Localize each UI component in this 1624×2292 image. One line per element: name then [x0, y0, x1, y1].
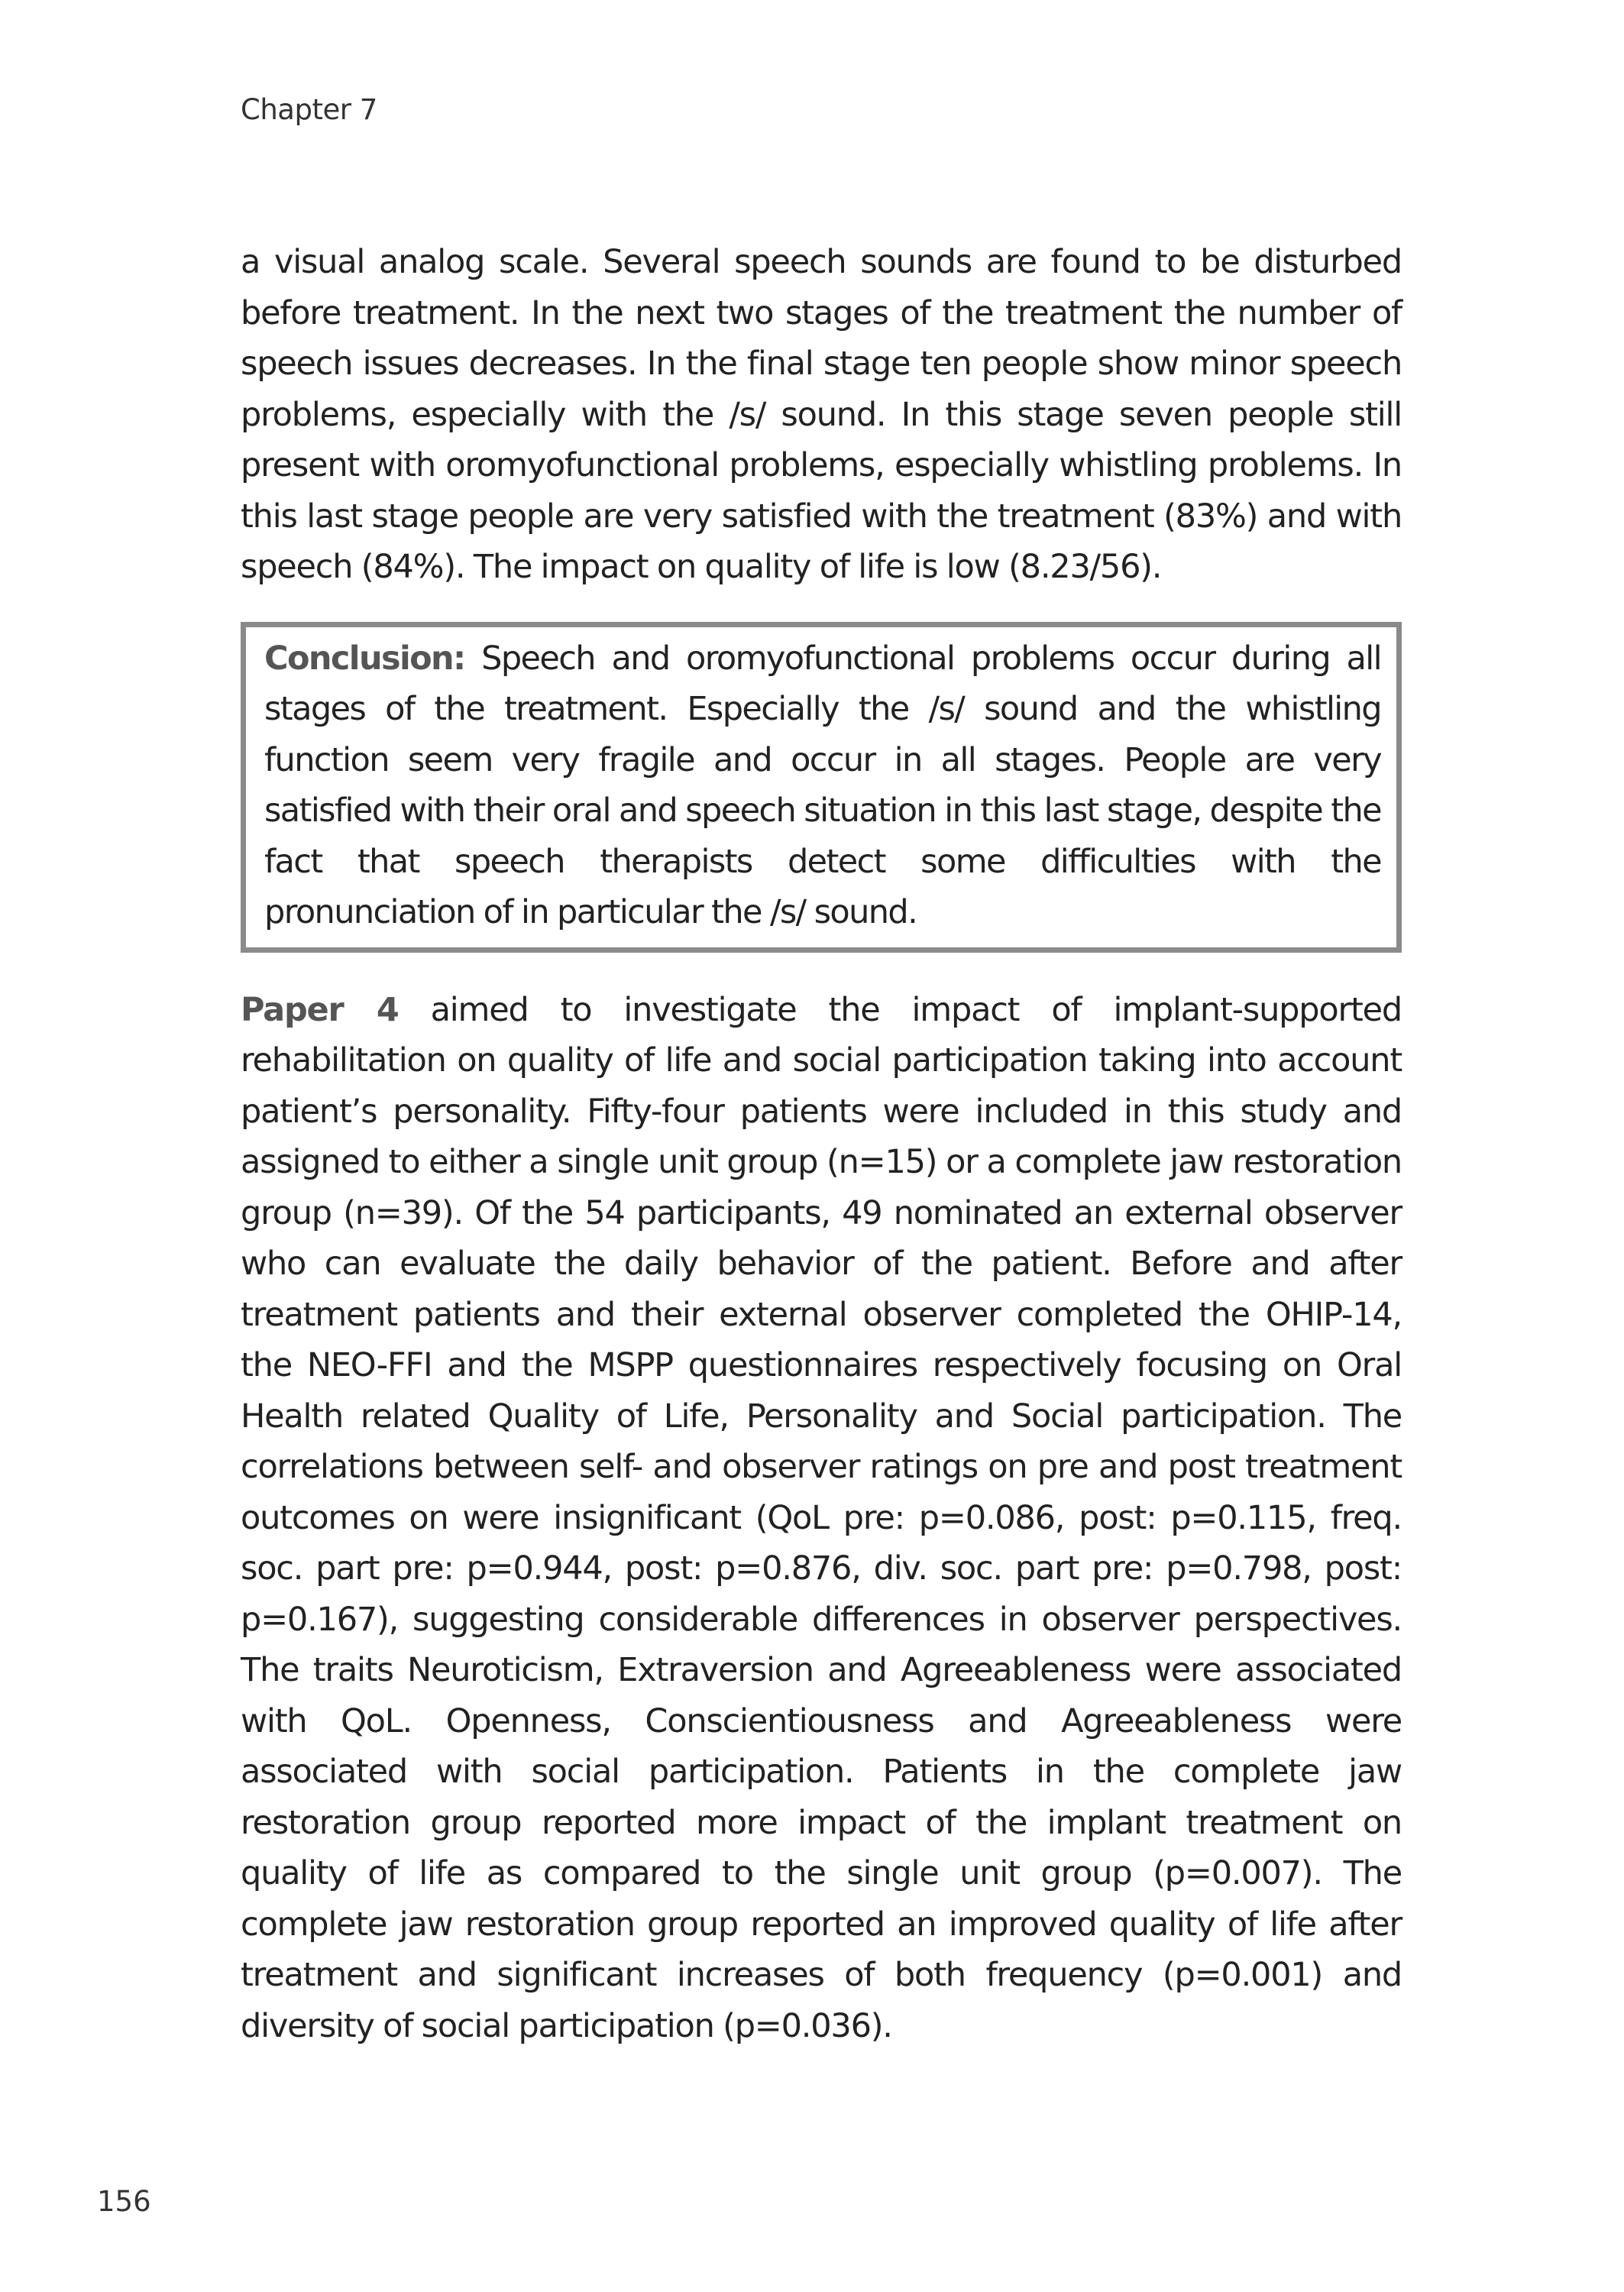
page-number: 156: [97, 2185, 151, 2218]
paper4-label: Paper 4: [241, 990, 399, 1029]
conclusion-label: Conclusion:: [264, 639, 465, 678]
paragraph-visual-analog: a visual analog scale. Several speech sounds are found to be disturbed before treatment. In the next two stages of the treatment the number of speech issues decreases. In the final stage ten people show minor speech problems, especially with the /s/ sound. In this stage seven people still present with oromyofunctional problems, especially whistling problems. In this last stage people are very satisfied with the treatment (83%) and with speech (84%). The impact on quality of life is low (8.23/56).: [241, 243, 1402, 586]
conclusion-text: Speech and oromyofunctional problems occur during all stages of the treatment. Especially the /s/ sound and the whistling function seem very fragile and occur in all stages. People are very satisfied with their oral and speech situation in this last stage, despite the fact that speech therapists detect some difficulties with the pronunciation of in particular the /s/ sound.: [264, 639, 1381, 931]
conclusion-paragraph: [264, 633, 1381, 938]
running-header: Chapter 7: [241, 93, 377, 126]
page-content: [241, 237, 1402, 2051]
conclusion-box: [241, 622, 1402, 953]
paper4-text: aimed to investigate the impact of implant-supported rehabilitation on quality of life and social participation taking into account patient’s personality. Fifty-four patients were included in this study and assigned to either a single unit group (n=15) or a complete jaw restoration group (n=39). Of the 54 participants, 49 nominated an external observer who can evaluate the daily behavior of the patient. Before and after treatment patients and their external observer completed the OHIP-14, the NEO-FFI and the MSPP questionnaires respectively focusing on Oral Health related Quality of Life, Personality and Social participation. The correlations between self- and observer ratings on pre and post treatment outcomes on were insignificant (QoL pre: p=0.086, post: p=0.115, freq. soc. part pre: p=0.944, post: p=0.876, div. soc. part pre: p=0.798, post: p=0.167), suggesting considerable differences in observer perspectives. The traits Neuroticism, Extraversion and Agreeableness were associated with QoL. Openness, Conscientiousness and Agreeableness were associated with social participation. Patients in the complete jaw restoration group reported more impact of the implant treatment on quality of life as compared to the single unit group (p=0.007). The complete jaw restoration group reported an improved quality of life after treatment and significant increases of both frequency (p=0.001) and diversity of social participation (p=0.036).: [241, 990, 1402, 2045]
paper4-paragraph: [241, 985, 1402, 2052]
